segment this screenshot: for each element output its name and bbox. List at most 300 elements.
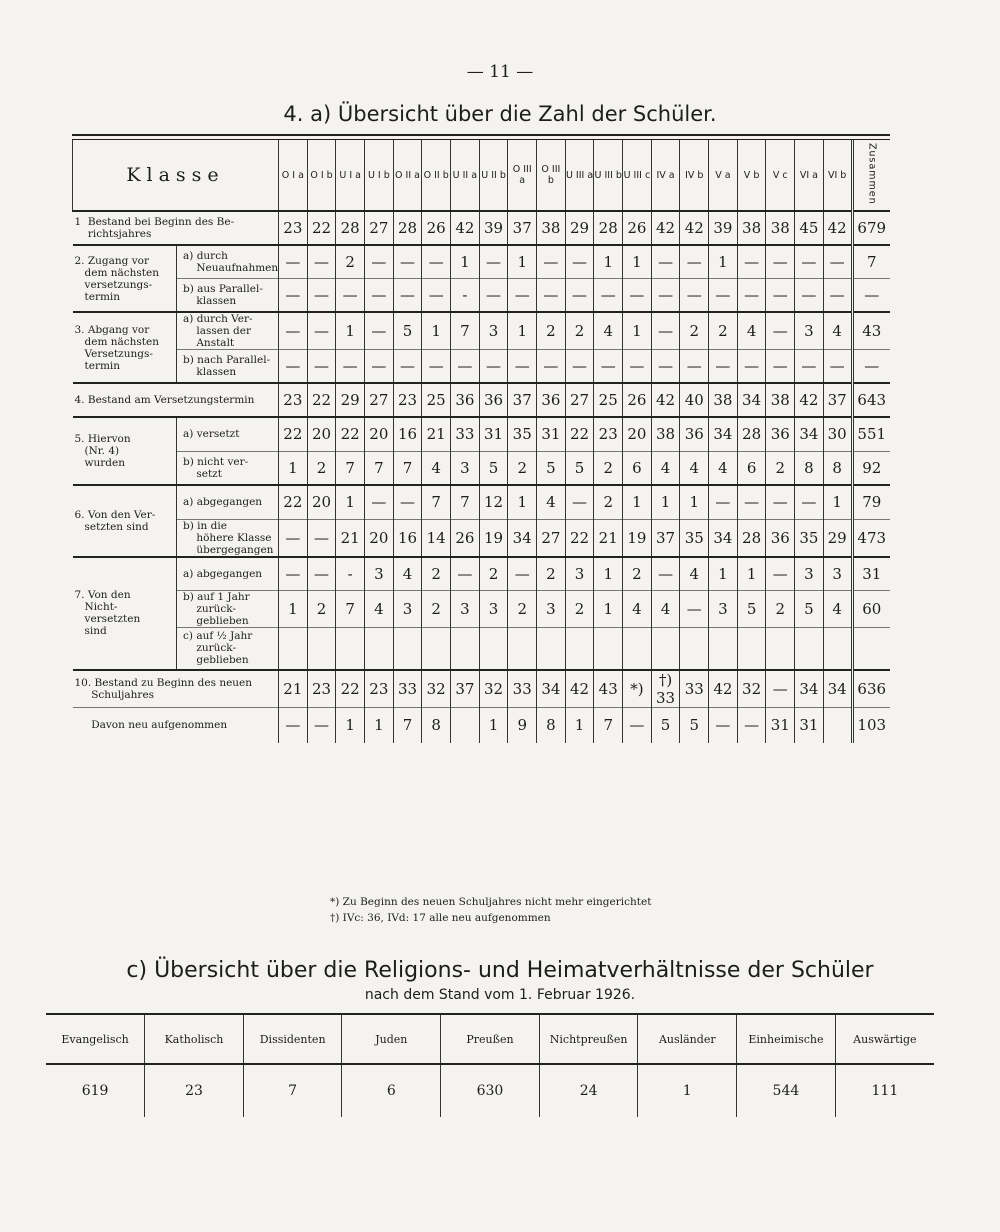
religion-section-title: c) Übersicht über die Religions- und Heimatverhältnisse der Schüler [126,958,874,983]
table-row [73,279,891,313]
cell-value: 26 [623,383,652,417]
cell-value: 4 [737,312,766,350]
cell-value: 4 [680,557,709,591]
row-group-label: Davon neu aufgenommen [73,707,279,743]
cell-value: — [279,519,308,557]
cell-value: 33 [393,670,422,708]
cell-value: 12 [479,485,508,519]
cell-value: 4 [393,557,422,591]
cell-value: 2 [307,591,336,628]
cell-value: 28 [393,211,422,245]
class-header: O III b [537,140,566,211]
cell-value [365,628,394,670]
cell-value: 37 [508,383,537,417]
cell-value: 2 [623,557,652,591]
cell-value: 27 [537,519,566,557]
cell-value: — [279,279,308,313]
cell-value: 2 [422,591,451,628]
class-header: VI a [795,140,824,211]
row-group-label: 5. Hiervon (Nr. 4) wurden [73,417,177,485]
cell-value: 1 [336,707,365,743]
cell-value: — [766,350,795,384]
table-row [73,670,891,708]
cell-value: — [766,245,795,279]
table-row [73,591,891,628]
cell-value: — [279,350,308,384]
cell-value: 1 [279,591,308,628]
cell-total: — [852,279,890,313]
student-count-table [72,140,890,743]
row-sub-label: a) abgegangen [177,485,279,519]
cell-value: — [422,279,451,313]
cell-value: 42 [823,211,852,245]
cell-value: — [479,350,508,384]
cell-value: — [307,350,336,384]
cell-total: 43 [852,312,890,350]
cell-value: 1 [623,245,652,279]
cell-value: — [422,245,451,279]
cell-value: — [451,350,480,384]
cell-value: — [508,350,537,384]
cell-value: 23 [393,383,422,417]
table-row [73,485,891,519]
cell-value: 25 [594,383,623,417]
cell-value: 26 [623,211,652,245]
cell-value: — [823,350,852,384]
class-header: U I a [336,140,365,211]
cell-value: 38 [651,417,680,451]
cell-value: 33 [508,670,537,708]
cell-value: †) 33 [651,670,680,708]
cell-value: 3 [709,591,738,628]
cell-value: — [307,312,336,350]
cell-value: 29 [823,519,852,557]
table-row [73,211,891,245]
cell-value: 7 [393,451,422,485]
cell-value: 42 [451,211,480,245]
table-row [73,245,891,279]
cell-value: 4 [594,312,623,350]
class-header: U I b [365,140,394,211]
cell-value: 4 [823,312,852,350]
religion-header: Evangelisch [46,1014,145,1064]
cell-value: 33 [451,417,480,451]
cell-total: 60 [852,591,890,628]
cell-value: 3 [393,591,422,628]
cell-value: 1 [594,245,623,279]
cell-value: 5 [680,707,709,743]
cell-value: 32 [737,670,766,708]
cell-value: 2 [766,451,795,485]
cell-value: 2 [336,245,365,279]
cell-value: 34 [795,670,824,708]
cell-value: 31 [537,417,566,451]
total-header-label: Zusammen [866,142,878,205]
cell-value: 4 [680,451,709,485]
cell-value: 35 [680,519,709,557]
cell-value: 32 [422,670,451,708]
cell-value: 34 [709,417,738,451]
cell-value [508,628,537,670]
cell-value: 23 [279,211,308,245]
cell-value: 1 [422,312,451,350]
cell-value: 22 [279,485,308,519]
cell-value: 42 [565,670,594,708]
class-header: U III b [594,140,623,211]
table-footnotes [330,894,651,926]
cell-value: 3 [795,312,824,350]
religion-header: Auswärtige [835,1014,934,1064]
cell-value: 32 [479,670,508,708]
cell-value: 3 [479,312,508,350]
section-title: 4. a) Übersicht über die Zahl der Schüler. [283,102,717,126]
cell-value: 22 [307,383,336,417]
cell-value: 5 [393,312,422,350]
cell-value: 1 [651,485,680,519]
religion-value: 23 [145,1064,244,1117]
cell-value [451,628,480,670]
row-group-label: 2. Zugang vor dem nächsten versetzungs- termin [73,245,177,312]
cell-value: — [737,707,766,743]
religion-value: 630 [441,1064,540,1117]
cell-value: 22 [565,417,594,451]
cell-value: 45 [795,211,824,245]
cell-total: 7 [852,245,890,279]
cell-value: 35 [795,519,824,557]
cell-value: 27 [565,383,594,417]
cell-value: 29 [336,383,365,417]
cell-value: 23 [279,383,308,417]
cell-value: — [795,245,824,279]
cell-value [393,628,422,670]
cell-value: — [737,245,766,279]
cell-value: 23 [365,670,394,708]
cell-value: 3 [451,451,480,485]
cell-value: 38 [737,211,766,245]
cell-value: — [393,350,422,384]
cell-value: 31 [479,417,508,451]
cell-value [766,628,795,670]
table-row [73,312,891,350]
cell-value: — [651,279,680,313]
row-sub-label: b) aus Parallel- klassen [177,279,279,313]
class-header: VI b [823,140,852,211]
cell-value: — [393,279,422,313]
cell-value: — [795,279,824,313]
cell-value: 3 [537,591,566,628]
cell-value: 37 [508,211,537,245]
cell-value: — [823,245,852,279]
cell-value: 34 [508,519,537,557]
cell-value: 4 [422,451,451,485]
religion-section-subtitle: nach dem Stand vom 1. Februar 1926. [364,987,636,1003]
cell-value: 2 [508,451,537,485]
table-row [73,707,891,743]
table-row [73,628,891,670]
cell-value: 4 [651,591,680,628]
cell-total: 643 [852,383,890,417]
cell-value [651,628,680,670]
cell-value: 1 [709,557,738,591]
row-group-label: 1 Bestand bei Beginn des Be- richtsjahres [73,211,279,245]
cell-value: 26 [422,211,451,245]
cell-value: — [766,557,795,591]
class-header: U II a [451,140,480,211]
cell-value [422,628,451,670]
cell-value: 20 [307,417,336,451]
cell-value: — [651,245,680,279]
cell-value: 2 [479,557,508,591]
row-sub-label: a) durch Ver- lassen der Anstalt [177,312,279,350]
class-header: IV a [651,140,680,211]
cell-value: 9 [508,707,537,743]
cell-value: 3 [823,557,852,591]
religion-value: 111 [835,1064,934,1117]
cell-value: 8 [823,451,852,485]
cell-value [737,628,766,670]
cell-value: — [594,350,623,384]
cell-value: — [365,350,394,384]
cell-value: 19 [479,519,508,557]
cell-value: — [508,557,537,591]
cell-value: 22 [565,519,594,557]
cell-value: 4 [365,591,394,628]
cell-value: 6 [737,451,766,485]
cell-value: — [479,245,508,279]
cell-value: 1 [565,707,594,743]
cell-value: — [307,557,336,591]
cell-value [623,628,652,670]
cell-value: 42 [709,670,738,708]
cell-value: — [680,591,709,628]
cell-value: — [307,519,336,557]
religion-header-row [46,1014,934,1064]
row-sub-label: b) auf 1 Jahr zurück- geblieben [177,591,279,628]
cell-value: 37 [651,519,680,557]
cell-value: 3 [795,557,824,591]
cell-value: 36 [537,383,566,417]
cell-value: — [766,279,795,313]
row-group-label: 3. Abgang vor dem nächsten Versetzungs- termin [73,312,177,383]
cell-value: 20 [307,485,336,519]
cell-value: 31 [795,707,824,743]
cell-value: 22 [279,417,308,451]
cell-value: — [680,245,709,279]
cell-total: 473 [852,519,890,557]
religion-values-row [46,1064,934,1117]
cell-value: — [709,350,738,384]
cell-value: 4 [537,485,566,519]
cell-value: — [651,557,680,591]
table-row [73,350,891,384]
cell-value: 5 [479,451,508,485]
row-sub-label: a) versetzt [177,417,279,451]
religion-table [46,1013,934,1117]
table-row [73,383,891,417]
klasse-header: Klasse [73,140,279,211]
cell-value: 43 [594,670,623,708]
cell-value: — [537,245,566,279]
cell-value: — [365,312,394,350]
cell-value: 42 [680,211,709,245]
table-row [73,519,891,557]
cell-value: 21 [422,417,451,451]
religion-header: Nichtpreußen [539,1014,638,1064]
cell-value: 4 [651,451,680,485]
cell-value: 42 [651,211,680,245]
class-header: O II b [422,140,451,211]
cell-value [680,628,709,670]
religion-header: Juden [342,1014,441,1064]
cell-value: — [766,670,795,708]
cell-value: 26 [451,519,480,557]
table-row [73,557,891,591]
cell-value: 31 [766,707,795,743]
cell-value: 2 [565,591,594,628]
religion-header: Einheimische [737,1014,836,1064]
cell-value: — [537,350,566,384]
cell-value: 20 [365,417,394,451]
cell-value: — [279,312,308,350]
cell-value [307,628,336,670]
cell-total: 92 [852,451,890,485]
cell-value: 42 [795,383,824,417]
religion-value: 7 [243,1064,342,1117]
cell-value: 1 [709,245,738,279]
cell-value: 8 [422,707,451,743]
row-sub-label: a) durch Neuaufnahmen [177,245,279,279]
class-header: U III a [565,140,594,211]
cell-value: 1 [336,312,365,350]
cell-value: — [279,707,308,743]
class-header: O I b [307,140,336,211]
cell-value: 1 [623,485,652,519]
cell-value: — [565,245,594,279]
cell-value: 34 [823,670,852,708]
cell-value: — [537,279,566,313]
cell-value: — [709,485,738,519]
cell-value: 7 [365,451,394,485]
cell-value: 1 [594,557,623,591]
row-group-label: 10. Bestand zu Beginn des neuen Schuljahres [73,670,279,708]
cell-value: 5 [537,451,566,485]
cell-value: 1 [508,312,537,350]
row-group-label: 7. Von den Nicht- versetzten sind [73,557,177,670]
cell-value: 20 [365,519,394,557]
cell-value: 36 [479,383,508,417]
cell-value: 34 [709,519,738,557]
cell-value: 40 [680,383,709,417]
cell-value: — [709,279,738,313]
cell-value: 7 [594,707,623,743]
cell-value: 38 [766,211,795,245]
cell-value: 4 [823,591,852,628]
cell-value [279,628,308,670]
cell-value: 6 [623,451,652,485]
cell-value: — [565,279,594,313]
cell-value: 1 [451,245,480,279]
cell-value: 5 [565,451,594,485]
cell-value: 7 [422,485,451,519]
row-sub-label: c) auf ½ Jahr zurück- geblieben [177,628,279,670]
class-header: U III c [623,140,652,211]
cell-value: 21 [594,519,623,557]
cell-value: 2 [594,485,623,519]
cell-value: — [709,707,738,743]
cell-value [451,707,480,743]
cell-value: 2 [537,312,566,350]
cell-value: 37 [823,383,852,417]
cell-value: 38 [709,383,738,417]
cell-value: 19 [623,519,652,557]
class-header: IV b [680,140,709,211]
cell-value: 21 [336,519,365,557]
cell-value: 1 [279,451,308,485]
cell-value: 36 [766,417,795,451]
cell-value: — [307,245,336,279]
cell-value: 2 [565,312,594,350]
cell-value: 20 [623,417,652,451]
class-header: O II a [393,140,422,211]
religion-header: Preußen [441,1014,540,1064]
cell-value: — [823,279,852,313]
cell-value: 22 [336,417,365,451]
cell-total: 103 [852,707,890,743]
cell-value: — [680,350,709,384]
cell-value: 23 [594,417,623,451]
cell-value: 34 [537,670,566,708]
cell-value: 28 [594,211,623,245]
row-sub-label: a) abgegangen [177,557,279,591]
cell-value: 27 [365,211,394,245]
cell-value: — [766,312,795,350]
row-sub-label: b) nicht ver- setzt [177,451,279,485]
cell-value: 2 [508,591,537,628]
cell-value: — [795,485,824,519]
cell-value: — [737,279,766,313]
row-sub-label: b) in die höhere Klasse übergegangen [177,519,279,557]
cell-value: — [508,279,537,313]
footnote: †) IVc: 36, IVd: 17 alle neu aufgenommen [330,912,551,924]
cell-total: — [852,350,890,384]
class-header: O I a [279,140,308,211]
cell-value: — [594,279,623,313]
cell-value: *) [623,670,652,708]
cell-value: 1 [594,591,623,628]
cell-total: 551 [852,417,890,451]
table-header-row [73,140,891,211]
cell-value: 7 [336,591,365,628]
total-header [852,140,890,211]
cell-value: 23 [307,670,336,708]
cell-value: — [365,485,394,519]
footnote: *) Zu Beginn des neuen Schuljahres nicht mehr eingerichtet [330,896,652,908]
cell-value: 36 [680,417,709,451]
cell-value: 4 [623,591,652,628]
cell-value [823,628,852,670]
cell-value [823,707,852,743]
class-header: U II b [479,140,508,211]
cell-value: 22 [307,211,336,245]
class-header: V b [737,140,766,211]
cell-total: 79 [852,485,890,519]
row-group-label: 4. Bestand am Versetzungstermin [73,383,279,417]
cell-value: 1 [479,707,508,743]
title-rule [72,134,890,136]
cell-value [336,628,365,670]
cell-value: 30 [823,417,852,451]
cell-value: — [422,350,451,384]
